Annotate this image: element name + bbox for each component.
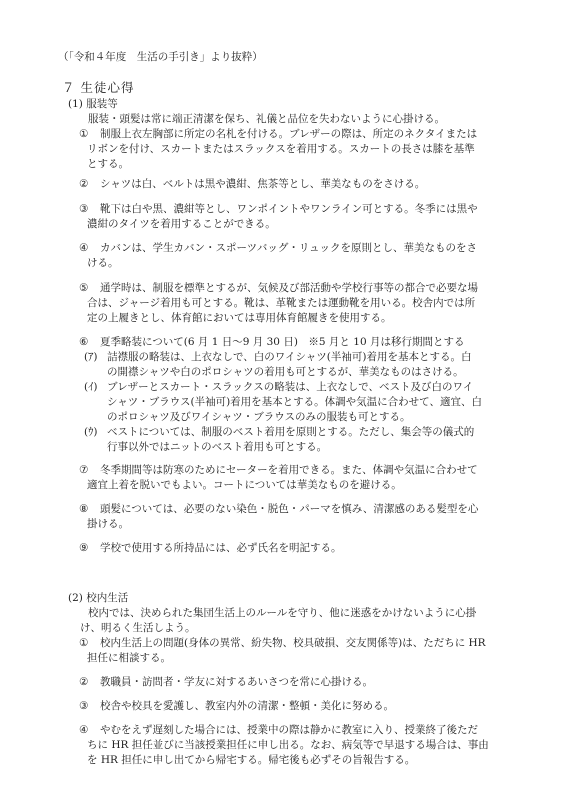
subitem-marker: (ｳ) — [84, 426, 98, 438]
item-text-line: やむをえず遅刻した場合には、授業中の際は静かに教室に入り、授業終了後ただ — [100, 724, 478, 736]
item-number: ③ — [79, 203, 89, 215]
item-text-line: ブレザーとスカート・スラックスの略装は、上衣なしで、ベスト及び白のワイ — [107, 381, 474, 393]
item-number: ④ — [79, 242, 89, 254]
subitem-marker: (ｲ) — [84, 381, 98, 393]
item-text-line: 詰襟服の略装は、上衣なしで、白のワイシャツ(半袖可)着用を基本とする。白 — [107, 351, 472, 363]
clothing-intro: 服装・頭髪は常に端正清潔を保ち、礼儀と品位を失わないように心掛ける。 — [88, 113, 445, 125]
item-number: ① — [79, 128, 89, 140]
subsection-label-school-life: (2) 校内生活 — [68, 592, 129, 604]
item-text-line: シャツは白、ベルトは黒や濃紺、焦茶等とし、華美なものをさける。 — [100, 178, 426, 190]
school-life-intro-line: 校内では、決められた集団生活上のルールを守り、他に迷惑をかけないように心掛 — [88, 607, 477, 619]
section-title: ７ 生徒心得 — [62, 80, 135, 95]
item-number: ④ — [79, 724, 89, 736]
item-number: ② — [79, 178, 89, 190]
item-text-line: 頭髪については、必要のない染色・脱色・パーマを慎み、清潔感のある髪型を心 — [100, 503, 479, 515]
item-text-line: 冬季期間等は防寒のためにセーターを着用できる。また、体調や気温に合わせて — [100, 464, 478, 476]
item-text-line: 夏季略装について(6 月 1 日〜9 月 30 日) ※5 月と 10 月は移行期間とする — [100, 336, 465, 348]
item-number: ⑨ — [79, 542, 89, 554]
item-text-line: のポロシャツ及びワイシャツ・ブラウスのみの服装も可とする。 — [107, 411, 411, 423]
item-text-line: 定の上履きとし、体育館においては専用体育館履きを使用する。 — [87, 312, 392, 324]
item-text-line: を HR 担任に申し出てから帰宅する。帰宅後も必ずその旨報告する。 — [87, 754, 416, 766]
item-text-line: 制服上衣左胸部に所定の名札を付ける。ブレザーの際は、所定のネクタイまたは — [100, 128, 478, 140]
item-text-line: 靴下は白や黒、濃紺等とし、ワンポイントやワンライン可とする。冬季には黒や — [100, 203, 478, 215]
subsection-label-clothing: (1) 服装等 — [68, 98, 118, 110]
item-text-line: ベストについては、制服のベスト着用を原則とする。ただし、集会等の儀式的 — [107, 426, 475, 438]
item-text-line: シャツ・ブラウス(半袖可)着用を基本とする。体調や気温に合わせて、適宜、白 — [107, 396, 482, 408]
item-number: ⑥ — [79, 336, 89, 348]
item-text-line: 掛ける。 — [87, 518, 129, 530]
item-text-line: 校舎や校具を愛護し、教室内外の清潔・整頓・美化に努める。 — [100, 700, 394, 712]
item-number: ⑤ — [79, 282, 89, 294]
item-text-line: 学校で使用する所持品には、必ず氏名を明記する。 — [100, 542, 342, 554]
item-number: ① — [79, 637, 89, 649]
source-note: （「令和４年度 生活の手引き」より抜粋） — [58, 51, 263, 63]
item-text-line: 合は、ジャージ着用も可とする。靴は、革靴または運動靴を用いる。校舎内では所 — [87, 297, 476, 309]
item-text-line: の開襟シャツや白のポロシャツの着用も可とするが、華美なものはさける。 — [107, 366, 464, 378]
subitem-marker: (ｱ) — [84, 351, 98, 363]
item-text-line: ちに HR 担任並びに当該授業担任に申し出る。なお、病気等で早退する場合は、事由 — [87, 739, 489, 751]
item-text-line: 適宜上着を脱いでもよい。コートについては華美なものを避ける。 — [87, 479, 402, 491]
item-number: ⑧ — [79, 503, 89, 515]
item-text-line: 行事以外ではニットのベスト着用も可とする。 — [107, 441, 328, 453]
item-text-line: カバンは、学生カバン・スポーツバッグ・リュックを原則とし、華美なものをさ — [100, 242, 478, 254]
item-text-line: 教職員・訪問者・学友に対するあいさつを常に心掛ける。 — [100, 676, 373, 688]
item-text-line: 通学時は、制服を標準とするが、気候及び部活動や学校行事等の都合で必要な場 — [100, 282, 478, 294]
item-text-line: とする。 — [87, 158, 129, 170]
item-text-line: リボンを付け、スカートまたはスラックスを着用する。スカートの長さは膝を基準 — [87, 143, 475, 155]
item-text-line: 校内生活上の問題(身体の異常、紛失物、校具破損、交友関係等)は、ただちに HR — [100, 637, 486, 649]
item-text-line: 濃紺のタイツを着用することができる。 — [87, 218, 276, 230]
school-life-intro-line: け、明るく生活しよう。 — [80, 622, 196, 634]
item-number: ⑦ — [79, 464, 89, 476]
item-number: ③ — [79, 700, 89, 712]
item-text-line: 担任に相談する。 — [87, 652, 171, 664]
item-text-line: ける。 — [87, 257, 119, 269]
item-number: ② — [79, 676, 89, 688]
